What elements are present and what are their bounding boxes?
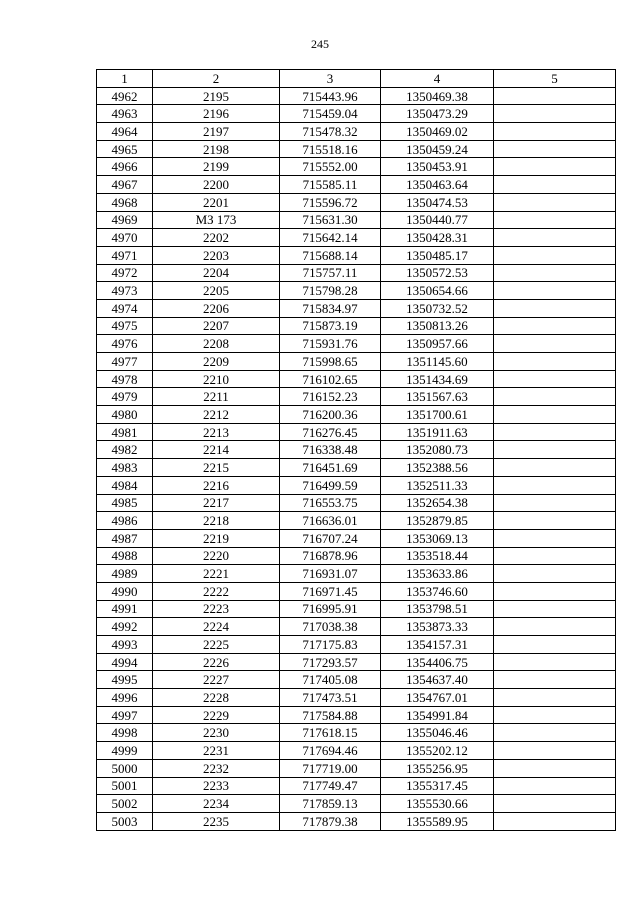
x-coordinate-cell: 715459.04 — [280, 105, 381, 123]
note-cell — [494, 370, 616, 388]
y-coordinate-cell: 1353069.13 — [381, 529, 494, 547]
y-coordinate-cell: 1353798.51 — [381, 600, 494, 618]
x-coordinate-cell: 716499.59 — [280, 476, 381, 494]
table-row — [97, 299, 616, 317]
point-id-cell: 2217 — [153, 494, 280, 512]
point-number-cell: 4986 — [97, 512, 153, 530]
point-id-cell: 2213 — [153, 423, 280, 441]
point-id-cell: 2216 — [153, 476, 280, 494]
table-row — [97, 264, 616, 282]
point-id-cell: 2202 — [153, 229, 280, 247]
table-row — [97, 158, 616, 176]
table-row — [97, 706, 616, 724]
x-coordinate-cell: 715757.11 — [280, 264, 381, 282]
x-coordinate-cell: 717618.15 — [280, 724, 381, 742]
point-number-cell: 4990 — [97, 582, 153, 600]
table-row — [97, 476, 616, 494]
y-coordinate-cell: 1353633.86 — [381, 565, 494, 583]
note-cell — [494, 636, 616, 654]
point-number-cell: 4974 — [97, 299, 153, 317]
note-cell — [494, 742, 616, 760]
note-cell — [494, 706, 616, 724]
note-cell — [494, 441, 616, 459]
x-coordinate-cell: 717749.47 — [280, 777, 381, 795]
point-id-cell: 2198 — [153, 140, 280, 158]
point-id-cell: 2206 — [153, 299, 280, 317]
point-number-cell: 4968 — [97, 193, 153, 211]
x-coordinate-cell: 716707.24 — [280, 529, 381, 547]
y-coordinate-cell: 1350453.91 — [381, 158, 494, 176]
y-coordinate-cell: 1355530.66 — [381, 795, 494, 813]
point-id-cell: 2203 — [153, 246, 280, 264]
note-cell — [494, 777, 616, 795]
point-number-cell: 5002 — [97, 795, 153, 813]
point-number-cell: 5000 — [97, 759, 153, 777]
table-row — [97, 87, 616, 105]
x-coordinate-cell: 717859.13 — [280, 795, 381, 813]
y-coordinate-cell: 1350957.66 — [381, 335, 494, 353]
x-coordinate-cell: 715931.76 — [280, 335, 381, 353]
x-coordinate-cell: 716276.45 — [280, 423, 381, 441]
note-cell — [494, 123, 616, 141]
x-coordinate-cell: 717694.46 — [280, 742, 381, 760]
point-number-cell: 4989 — [97, 565, 153, 583]
table-row — [97, 406, 616, 424]
point-number-cell: 4967 — [97, 176, 153, 194]
point-id-cell: 2225 — [153, 636, 280, 654]
table-row — [97, 724, 616, 742]
table-row — [97, 671, 616, 689]
note-cell — [494, 565, 616, 583]
x-coordinate-cell: 715518.16 — [280, 140, 381, 158]
note-cell — [494, 176, 616, 194]
y-coordinate-cell: 1354767.01 — [381, 689, 494, 707]
point-id-cell: 2195 — [153, 87, 280, 105]
x-coordinate-cell: 717293.57 — [280, 653, 381, 671]
y-coordinate-cell: 1353873.33 — [381, 618, 494, 636]
x-coordinate-cell: 716878.96 — [280, 547, 381, 565]
note-cell — [494, 795, 616, 813]
y-coordinate-cell: 1353518.44 — [381, 547, 494, 565]
table-row — [97, 176, 616, 194]
y-coordinate-cell: 1350485.17 — [381, 246, 494, 264]
table-row — [97, 459, 616, 477]
x-coordinate-cell: 715631.30 — [280, 211, 381, 229]
point-number-cell: 4987 — [97, 529, 153, 547]
point-number-cell: 4991 — [97, 600, 153, 618]
note-cell — [494, 158, 616, 176]
x-coordinate-cell: 715642.14 — [280, 229, 381, 247]
note-cell — [494, 724, 616, 742]
point-number-cell: 4997 — [97, 706, 153, 724]
point-id-cell: МЗ 173 — [153, 211, 280, 229]
table-row — [97, 494, 616, 512]
point-number-cell: 4993 — [97, 636, 153, 654]
table-row — [97, 636, 616, 654]
point-id-cell: 2200 — [153, 176, 280, 194]
point-id-cell: 2218 — [153, 512, 280, 530]
note-cell — [494, 353, 616, 371]
table-row — [97, 105, 616, 123]
point-id-cell: 2207 — [153, 317, 280, 335]
table-row — [97, 653, 616, 671]
y-coordinate-cell: 1350440.77 — [381, 211, 494, 229]
table-row — [97, 547, 616, 565]
note-cell — [494, 423, 616, 441]
note-cell — [494, 759, 616, 777]
x-coordinate-cell: 715798.28 — [280, 282, 381, 300]
table-row — [97, 529, 616, 547]
point-id-cell: 2219 — [153, 529, 280, 547]
x-coordinate-cell: 716451.69 — [280, 459, 381, 477]
y-coordinate-cell: 1354637.40 — [381, 671, 494, 689]
point-id-cell: 2231 — [153, 742, 280, 760]
point-number-cell: 4965 — [97, 140, 153, 158]
point-id-cell: 2227 — [153, 671, 280, 689]
point-id-cell: 2223 — [153, 600, 280, 618]
point-number-cell: 4983 — [97, 459, 153, 477]
y-coordinate-cell: 1354991.84 — [381, 706, 494, 724]
note-cell — [494, 388, 616, 406]
note-cell — [494, 476, 616, 494]
point-id-cell: 2230 — [153, 724, 280, 742]
y-coordinate-cell: 1351700.61 — [381, 406, 494, 424]
table-row — [97, 618, 616, 636]
table-row — [97, 689, 616, 707]
point-id-cell: 2204 — [153, 264, 280, 282]
y-coordinate-cell: 1352080.73 — [381, 441, 494, 459]
point-number-cell: 4982 — [97, 441, 153, 459]
x-coordinate-cell: 717879.38 — [280, 812, 381, 830]
x-coordinate-cell: 717175.83 — [280, 636, 381, 654]
x-coordinate-cell: 715596.72 — [280, 193, 381, 211]
table-row — [97, 211, 616, 229]
y-coordinate-cell: 1350459.24 — [381, 140, 494, 158]
table-row — [97, 388, 616, 406]
note-cell — [494, 282, 616, 300]
point-number-cell: 4988 — [97, 547, 153, 565]
note-cell — [494, 582, 616, 600]
note-cell — [494, 600, 616, 618]
note-cell — [494, 211, 616, 229]
point-id-cell: 2221 — [153, 565, 280, 583]
y-coordinate-cell: 1352879.85 — [381, 512, 494, 530]
point-number-cell: 4984 — [97, 476, 153, 494]
point-number-cell: 4962 — [97, 87, 153, 105]
table-row — [97, 123, 616, 141]
x-coordinate-cell: 716152.23 — [280, 388, 381, 406]
point-number-cell: 4985 — [97, 494, 153, 512]
column-header: 4 — [381, 70, 494, 88]
point-number-cell: 4973 — [97, 282, 153, 300]
y-coordinate-cell: 1350428.31 — [381, 229, 494, 247]
x-coordinate-cell: 716200.36 — [280, 406, 381, 424]
column-header: 3 — [280, 70, 381, 88]
point-id-cell: 2222 — [153, 582, 280, 600]
y-coordinate-cell: 1350474.53 — [381, 193, 494, 211]
table-row — [97, 193, 616, 211]
point-number-cell: 4978 — [97, 370, 153, 388]
coordinates-table — [96, 69, 616, 831]
note-cell — [494, 689, 616, 707]
point-number-cell: 4971 — [97, 246, 153, 264]
column-header: 5 — [494, 70, 616, 88]
note-cell — [494, 229, 616, 247]
note-cell — [494, 547, 616, 565]
point-id-cell: 2214 — [153, 441, 280, 459]
table-row — [97, 795, 616, 813]
x-coordinate-cell: 716636.01 — [280, 512, 381, 530]
point-id-cell: 2226 — [153, 653, 280, 671]
table-row — [97, 812, 616, 830]
point-id-cell: 2210 — [153, 370, 280, 388]
y-coordinate-cell: 1355046.46 — [381, 724, 494, 742]
y-coordinate-cell: 1352511.33 — [381, 476, 494, 494]
point-number-cell: 4976 — [97, 335, 153, 353]
note-cell — [494, 264, 616, 282]
note-cell — [494, 299, 616, 317]
point-id-cell: 2205 — [153, 282, 280, 300]
table-row — [97, 370, 616, 388]
point-number-cell: 4994 — [97, 653, 153, 671]
column-header: 1 — [97, 70, 153, 88]
point-id-cell: 2224 — [153, 618, 280, 636]
y-coordinate-cell: 1354406.75 — [381, 653, 494, 671]
note-cell — [494, 812, 616, 830]
x-coordinate-cell: 715834.97 — [280, 299, 381, 317]
x-coordinate-cell: 717719.00 — [280, 759, 381, 777]
table-row — [97, 582, 616, 600]
point-number-cell: 4975 — [97, 317, 153, 335]
table-row — [97, 423, 616, 441]
x-coordinate-cell: 716553.75 — [280, 494, 381, 512]
note-cell — [494, 87, 616, 105]
y-coordinate-cell: 1351567.63 — [381, 388, 494, 406]
y-coordinate-cell: 1350469.02 — [381, 123, 494, 141]
y-coordinate-cell: 1351911.63 — [381, 423, 494, 441]
point-id-cell: 2233 — [153, 777, 280, 795]
point-id-cell: 2208 — [153, 335, 280, 353]
x-coordinate-cell: 717473.51 — [280, 689, 381, 707]
point-id-cell: 2228 — [153, 689, 280, 707]
y-coordinate-cell: 1355317.45 — [381, 777, 494, 795]
point-id-cell: 2211 — [153, 388, 280, 406]
point-number-cell: 4963 — [97, 105, 153, 123]
y-coordinate-cell: 1350732.52 — [381, 299, 494, 317]
point-id-cell: 2220 — [153, 547, 280, 565]
x-coordinate-cell: 715552.00 — [280, 158, 381, 176]
point-number-cell: 4995 — [97, 671, 153, 689]
note-cell — [494, 335, 616, 353]
point-id-cell: 2201 — [153, 193, 280, 211]
note-cell — [494, 246, 616, 264]
y-coordinate-cell: 1352388.56 — [381, 459, 494, 477]
x-coordinate-cell: 716995.91 — [280, 600, 381, 618]
x-coordinate-cell: 715873.19 — [280, 317, 381, 335]
y-coordinate-cell: 1350469.38 — [381, 87, 494, 105]
column-header: 2 — [153, 70, 280, 88]
note-cell — [494, 105, 616, 123]
note-cell — [494, 494, 616, 512]
x-coordinate-cell: 715443.96 — [280, 87, 381, 105]
table-row — [97, 565, 616, 583]
y-coordinate-cell: 1353746.60 — [381, 582, 494, 600]
point-number-cell: 5003 — [97, 812, 153, 830]
note-cell — [494, 317, 616, 335]
note-cell — [494, 140, 616, 158]
y-coordinate-cell: 1351145.60 — [381, 353, 494, 371]
point-number-cell: 4980 — [97, 406, 153, 424]
table-row — [97, 353, 616, 371]
x-coordinate-cell: 716338.48 — [280, 441, 381, 459]
point-id-cell: 2197 — [153, 123, 280, 141]
table-row — [97, 282, 616, 300]
point-number-cell: 4966 — [97, 158, 153, 176]
x-coordinate-cell: 715585.11 — [280, 176, 381, 194]
note-cell — [494, 512, 616, 530]
table-row — [97, 600, 616, 618]
x-coordinate-cell: 716971.45 — [280, 582, 381, 600]
point-id-cell: 2199 — [153, 158, 280, 176]
x-coordinate-cell: 717584.88 — [280, 706, 381, 724]
x-coordinate-cell: 715478.32 — [280, 123, 381, 141]
note-cell — [494, 618, 616, 636]
point-id-cell: 2209 — [153, 353, 280, 371]
table-row — [97, 512, 616, 530]
y-coordinate-cell: 1351434.69 — [381, 370, 494, 388]
point-id-cell: 2215 — [153, 459, 280, 477]
point-number-cell: 4979 — [97, 388, 153, 406]
y-coordinate-cell: 1352654.38 — [381, 494, 494, 512]
point-number-cell: 5001 — [97, 777, 153, 795]
y-coordinate-cell: 1354157.31 — [381, 636, 494, 654]
point-id-cell: 2234 — [153, 795, 280, 813]
header-row — [97, 70, 616, 88]
point-number-cell: 4964 — [97, 123, 153, 141]
x-coordinate-cell: 717405.08 — [280, 671, 381, 689]
point-id-cell: 2212 — [153, 406, 280, 424]
page-number: 245 — [311, 37, 329, 51]
table-row — [97, 759, 616, 777]
note-cell — [494, 653, 616, 671]
note-cell — [494, 459, 616, 477]
table-row — [97, 317, 616, 335]
point-id-cell: 2196 — [153, 105, 280, 123]
table-row — [97, 777, 616, 795]
point-number-cell: 4996 — [97, 689, 153, 707]
table-row — [97, 140, 616, 158]
y-coordinate-cell: 1350813.26 — [381, 317, 494, 335]
y-coordinate-cell: 1355256.95 — [381, 759, 494, 777]
x-coordinate-cell: 715688.14 — [280, 246, 381, 264]
point-id-cell: 2232 — [153, 759, 280, 777]
table-row — [97, 229, 616, 247]
point-number-cell: 4981 — [97, 423, 153, 441]
y-coordinate-cell: 1350654.66 — [381, 282, 494, 300]
x-coordinate-cell: 716102.65 — [280, 370, 381, 388]
note-cell — [494, 529, 616, 547]
point-number-cell: 4972 — [97, 264, 153, 282]
y-coordinate-cell: 1350463.64 — [381, 176, 494, 194]
note-cell — [494, 193, 616, 211]
y-coordinate-cell: 1350572.53 — [381, 264, 494, 282]
table-row — [97, 335, 616, 353]
note-cell — [494, 406, 616, 424]
table-row — [97, 441, 616, 459]
x-coordinate-cell: 716931.07 — [280, 565, 381, 583]
point-id-cell: 2229 — [153, 706, 280, 724]
point-number-cell: 4977 — [97, 353, 153, 371]
point-number-cell: 4999 — [97, 742, 153, 760]
table-row — [97, 246, 616, 264]
y-coordinate-cell: 1350473.29 — [381, 105, 494, 123]
y-coordinate-cell: 1355202.12 — [381, 742, 494, 760]
note-cell — [494, 671, 616, 689]
x-coordinate-cell: 715998.65 — [280, 353, 381, 371]
point-id-cell: 2235 — [153, 812, 280, 830]
point-number-cell: 4992 — [97, 618, 153, 636]
y-coordinate-cell: 1355589.95 — [381, 812, 494, 830]
point-number-cell: 4970 — [97, 229, 153, 247]
x-coordinate-cell: 717038.38 — [280, 618, 381, 636]
point-number-cell: 4969 — [97, 211, 153, 229]
point-number-cell: 4998 — [97, 724, 153, 742]
table-row — [97, 742, 616, 760]
